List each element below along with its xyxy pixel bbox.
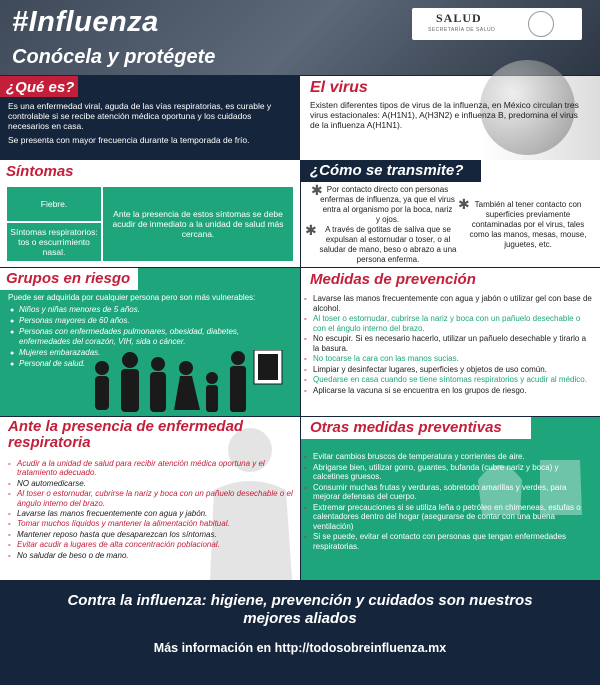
virus-heading: El virus bbox=[310, 79, 368, 96]
list-item: - Al toser o estornudar, cubrirse la nariz y boca con un pañuelo desechable o el ángulo interno del brazo. bbox=[8, 489, 298, 508]
ante-heading: Ante la presencia de enfermedad respiratoria bbox=[8, 418, 244, 451]
list-item: - Extremar precauciones si se utiliza leña o petróleo en chimeneas, estufas o calentadores dentro del hogar (asegurarse de contar con una buena ventilación) bbox=[304, 503, 594, 532]
list-item: - Mantener reposo hasta que desaparezcan los síntomas. bbox=[8, 530, 298, 539]
list-item: - Limpiar y desinfectar lugares, superficies y objetos de uso común. bbox=[304, 365, 594, 375]
grupos-heading: Grupos en riesgo bbox=[6, 270, 131, 287]
list-item: - Aplicarse la vacuna si se encuentra en los grupos de riesgo. bbox=[304, 386, 594, 396]
coat-of-arms-icon bbox=[528, 11, 554, 37]
list-item: - NO automedicarse. bbox=[8, 479, 298, 488]
virus-text: Existen diferentes tipos de virus de la influenza, en México circulan tres virus estacionales: A(H1N1), A(H3N2) e influenza B, predomina el virus de la influenza A(H1N1). bbox=[310, 100, 579, 130]
sintoma-acudir: Ante la presencia de estos síntomas se debe acudir de inmediato a la unidad de salud más cercana. bbox=[102, 186, 294, 262]
medidas-heading: Medidas de prevención bbox=[310, 271, 476, 288]
list-item: - Acudir a la unidad de salud para recibir atención médica oportuna y el tratamiento adecuado. bbox=[8, 459, 298, 478]
que-es-heading: ¿Qué es? bbox=[6, 79, 75, 96]
otras-heading: Otras medidas preventivas bbox=[310, 419, 502, 436]
footer-info-link[interactable]: Más información en http://todosobreinfluenza.mx bbox=[153, 641, 447, 655]
sintomas-heading: Síntomas bbox=[6, 163, 74, 180]
grupos-intro: Puede ser adquirida por cualquier persona pero son más vulnerables: bbox=[8, 293, 256, 302]
list-item: - Evitar acudir a lugares de alta concentración poblacional. bbox=[8, 540, 298, 549]
page-title: #Influenza bbox=[12, 6, 159, 38]
list-item: ● Mujeres embarazadas. bbox=[10, 348, 260, 358]
footer-slogan: Contra la influenza: higiene, prevención y cuidados son nuestros mejores aliados bbox=[67, 592, 533, 627]
list-item: - No tocarse la cara con las manos sucias. bbox=[304, 354, 594, 364]
list-item: - Tomar muchos líquidos y mantener la alimentación habitual. bbox=[8, 519, 298, 528]
list-item: - No saludar de beso o de mano. bbox=[8, 551, 298, 560]
transmite-heading: ¿Cómo se transmite? bbox=[310, 162, 464, 179]
list-item: - Abrigarse bien, utilizar gorro, guantes, bufanda (cubre nariz y boca) y calcetines gruesos. bbox=[304, 463, 594, 482]
transmite-superficies: También al tener contacto con superficies previamente contaminadas por el virus, tales como las manos, mesas, mouse, juguetes, etc. bbox=[469, 200, 587, 249]
ante-list bbox=[8, 459, 298, 561]
list-item: - Si se puede, evitar el contacto con personas que tengan enfermedades respiratorias. bbox=[304, 532, 594, 551]
people-silhouettes-icon bbox=[90, 350, 290, 412]
medidas-list bbox=[304, 294, 594, 396]
sintoma-respiratorios: Síntomas respiratorios: tos o escurrimiento nasal. bbox=[6, 222, 102, 262]
asterisk-icon: ✱ bbox=[305, 222, 317, 238]
otras-list bbox=[304, 452, 594, 552]
list-item: - Al toser o estornudar, cubrirse la nariz y boca con un pañuelo desechable o con el ángulo interno del brazo. bbox=[304, 314, 594, 333]
list-item: - Quedarse en casa cuando se tiene síntomas respiratorios y acudir al médico. bbox=[304, 375, 594, 385]
list-item: ● Personal de salud. bbox=[10, 359, 260, 369]
page-subtitle: Conócela y protégete bbox=[12, 46, 216, 68]
logo-text: SALUD bbox=[436, 11, 482, 25]
asterisk-icon: ✱ bbox=[458, 196, 470, 212]
transmite-gotitas: A través de gotitas de saliva que se expulsan al estornudar o toser, o al saludar de mano, beso o abrazo a una persona enferma. bbox=[319, 225, 457, 264]
list-item: - Lavarse las manos frecuentemente con agua y jabón o utilizar gel con base de alcohol. bbox=[304, 294, 594, 313]
list-item: ● Personas mayores de 60 años. bbox=[10, 316, 260, 326]
list-item: ● Niños y niñas menores de 5 años. bbox=[10, 305, 260, 315]
logo-subtext: SECRETARÍA DE SALUD bbox=[428, 27, 496, 33]
que-es-text: Es una enfermedad viral, aguda de las vías respiratorias, es curable y controlable si se recibe atención médica oportuna y los cuidados necesarios en casa. bbox=[8, 101, 272, 131]
list-item: - Consumir muchas frutas y verduras, sobretodo amarillas y verdes, para mejorar defensas del cuerpo. bbox=[304, 483, 594, 502]
list-item: - Evitar cambios bruscos de temperatura y corrientes de aire. bbox=[304, 452, 594, 462]
salud-logo bbox=[412, 8, 582, 40]
sintoma-fiebre: Fiebre. bbox=[6, 186, 102, 222]
list-item: - No escupir. Si es necesario hacerlo, utilizar un pañuelo desechable y tirarlo a la basura. bbox=[304, 334, 594, 353]
transmite-contacto: Por contacto directo con personas enfermas de influenza, ya que el virus entra al organismo por la boca, nariz y ojos. bbox=[320, 185, 455, 224]
list-item: - Lavarse las manos frecuentemente con agua y jabón. bbox=[8, 509, 298, 518]
list-item: ● Personas con enfermedades pulmonares, obesidad, diabetes, enfermedades del corazón, VIH, sida o cáncer. bbox=[10, 327, 260, 347]
que-es-season-text: Se presenta con mayor frecuencia durante la temporada de frío. bbox=[8, 135, 250, 145]
asterisk-icon: ✱ bbox=[311, 182, 323, 198]
